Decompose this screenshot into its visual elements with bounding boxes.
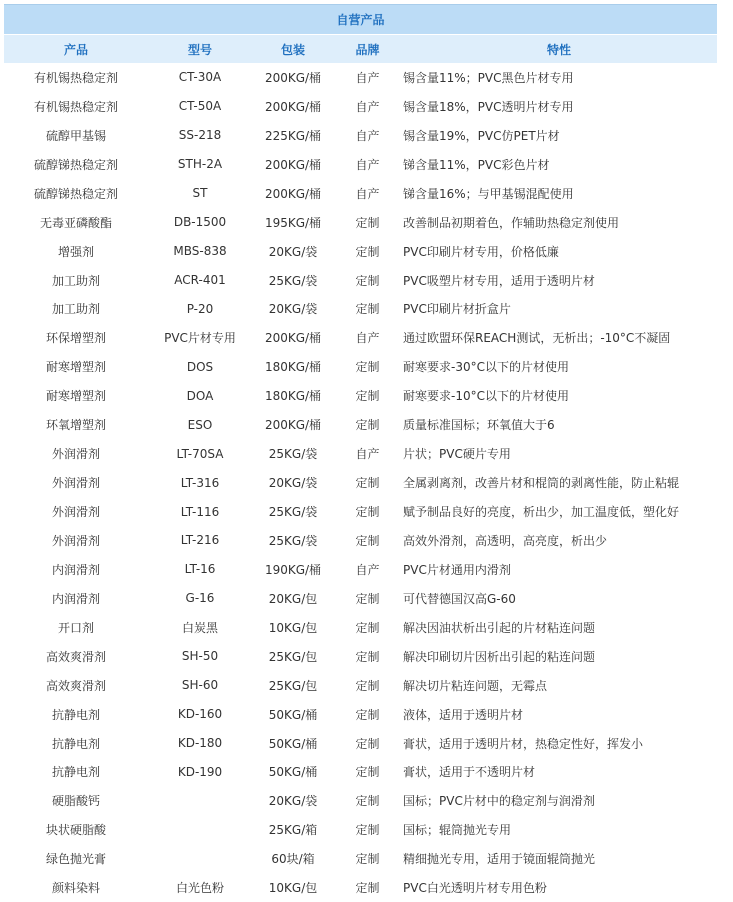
- cell-model: CT-50A: [178, 99, 222, 114]
- header-packaging: 包装: [252, 35, 334, 64]
- cell-features: 改善制品初期着色，作辅助热稳定剂使用: [403, 215, 620, 230]
- cell-packaging: 225KG/桶: [264, 128, 322, 143]
- cell-features: 解决印刷切片因析出引起的粘连问题: [403, 649, 596, 664]
- cell-brand: 定制: [355, 476, 380, 491]
- cell-packaging: 200KG/桶: [264, 186, 322, 201]
- cell-product: 有机锡热稳定剂: [33, 70, 118, 85]
- cell-packaging: 180KG/桶: [264, 360, 322, 375]
- cell-model: SH-60: [181, 678, 219, 693]
- cell-brand: 定制: [355, 707, 380, 722]
- cell-features: 锑含量11%，PVC彩色片材: [403, 157, 550, 172]
- cell-brand: 定制: [355, 389, 380, 404]
- cell-features: 国标；辊筒抛光专用: [403, 823, 512, 838]
- cell-product: 环保增塑剂: [45, 331, 106, 346]
- cell-brand: 自产: [355, 447, 380, 462]
- cell-brand: 定制: [355, 765, 380, 780]
- cell-packaging: 25KG/包: [268, 649, 318, 664]
- cell-packaging: 20KG/包: [268, 591, 318, 606]
- cell-model: MBS-838: [173, 244, 227, 259]
- cell-brand: 自产: [355, 128, 380, 143]
- cell-features: 赋予制品良好的亮度，析出少，加工温度低，塑化好: [403, 505, 680, 520]
- table-row: [4, 208, 717, 237]
- cell-product: 高效爽滑剂: [45, 678, 106, 693]
- cell-features: PVC吸塑片材专用，适用于透明片材: [403, 273, 595, 288]
- cell-features: 解决因油状析出引起的片材粘连问题: [403, 620, 596, 635]
- cell-product: 无毒亚磷酸酯: [39, 215, 112, 230]
- cell-packaging: 50KG/桶: [268, 736, 318, 751]
- table-row: [4, 121, 717, 150]
- cell-product: 颜料染料: [51, 881, 100, 896]
- cell-brand: 定制: [355, 852, 380, 867]
- cell-model: LT-16: [184, 562, 216, 577]
- cell-brand: 自产: [355, 99, 380, 114]
- cell-features: 片状；PVC硬片专用: [403, 447, 511, 462]
- cell-features: 全属剥离剂，改善片材和棍筒的剥离性能，防止粘辊: [403, 476, 680, 491]
- cell-product: 内润滑剂: [51, 562, 100, 577]
- cell-model: P-20: [186, 301, 214, 316]
- table-row: [4, 729, 717, 758]
- cell-features: 耐寒要求-30°C以下的片材使用: [403, 360, 569, 375]
- cell-model: LT-116: [180, 504, 220, 519]
- table-row: [4, 497, 717, 526]
- table-row: [4, 758, 717, 787]
- cell-brand: 定制: [355, 302, 380, 317]
- cell-model: ST: [192, 186, 208, 201]
- cell-model: KD-190: [177, 764, 223, 779]
- table-row: [4, 613, 717, 642]
- cell-features: PVC白光透明片材专用色粉: [403, 881, 547, 896]
- cell-model: ACR-401: [174, 273, 226, 288]
- cell-model: KD-180: [177, 736, 223, 751]
- table-row: [4, 555, 717, 584]
- cell-features: 锡含量11%；PVC黑色片材专用: [403, 70, 574, 85]
- product-table-container: [4, 4, 717, 902]
- cell-packaging: 60块/箱: [271, 852, 315, 867]
- table-row: [4, 786, 717, 815]
- cell-model: LT-70SA: [176, 446, 224, 461]
- cell-model: SH-50: [181, 649, 219, 664]
- header-product: 产品: [4, 35, 148, 64]
- cell-brand: 定制: [355, 273, 380, 288]
- cell-features: 锑含量16%；与甲基锡混配使用: [403, 186, 574, 201]
- cell-brand: 定制: [355, 505, 380, 520]
- cell-features: 质量标准国标；环氧值大于6: [403, 418, 555, 433]
- cell-product: 硫醇锑热稳定剂: [33, 157, 118, 172]
- cell-packaging: 10KG/包: [268, 881, 318, 896]
- cell-product: 开口剂: [57, 620, 94, 635]
- cell-packaging: 25KG/袋: [268, 273, 318, 288]
- table-row: [4, 700, 717, 729]
- cell-brand: 定制: [355, 418, 380, 433]
- table-row: [4, 439, 717, 468]
- cell-model: LT-216: [180, 533, 220, 548]
- cell-model: 白炭黑: [181, 620, 218, 635]
- table-row: [4, 381, 717, 410]
- cell-model: KD-160: [177, 707, 223, 722]
- table-row: [4, 237, 717, 266]
- cell-brand: 自产: [355, 186, 380, 201]
- cell-brand: 自产: [355, 331, 380, 346]
- cell-product: 外润滑剂: [51, 447, 100, 462]
- table-row: [4, 323, 717, 352]
- cell-packaging: 25KG/袋: [268, 533, 318, 548]
- cell-brand: 定制: [355, 533, 380, 548]
- table-row: [4, 873, 717, 902]
- cell-features: 解决切片粘连问题，无霉点: [403, 678, 548, 693]
- cell-model: DOS: [186, 359, 214, 374]
- table-row: [4, 526, 717, 555]
- table-row: [4, 468, 717, 497]
- cell-packaging: 190KG/桶: [264, 562, 322, 577]
- cell-model: [148, 815, 252, 844]
- product-table: [4, 4, 717, 902]
- header-model: 型号: [148, 35, 252, 64]
- cell-product: 内润滑剂: [51, 591, 100, 606]
- cell-product: 块状硬脂酸: [45, 823, 106, 838]
- cell-product: 硫醇甲基锡: [45, 128, 106, 143]
- cell-product: 有机锡热稳定剂: [33, 99, 118, 114]
- cell-product: 外润滑剂: [51, 476, 100, 491]
- cell-model: [148, 786, 252, 815]
- cell-model: CT-30A: [178, 70, 222, 85]
- cell-packaging: 180KG/桶: [264, 389, 322, 404]
- cell-model: G-16: [185, 591, 215, 606]
- cell-features: 锡含量18%，PVC透明片材专用: [403, 99, 574, 114]
- cell-features: 国标；PVC片材中的稳定剂与润滑剂: [403, 794, 595, 809]
- cell-brand: 定制: [355, 620, 380, 635]
- cell-product: 抗静电剂: [51, 736, 100, 751]
- cell-brand: 自产: [355, 157, 380, 172]
- cell-features: 通过欧盟环保REACH测试，无析出；-10°C不凝固: [403, 331, 671, 346]
- cell-features: PVC印刷片材折盒片: [403, 302, 511, 317]
- cell-packaging: 200KG/桶: [264, 418, 322, 433]
- cell-packaging: 20KG/袋: [268, 302, 318, 317]
- table-row: [4, 844, 717, 873]
- cell-features: 可代替德国汉高G-60: [403, 591, 516, 606]
- cell-model: DB-1500: [173, 215, 227, 230]
- cell-packaging: 10KG/包: [268, 620, 318, 635]
- cell-packaging: 25KG/包: [268, 678, 318, 693]
- cell-brand: 定制: [355, 215, 380, 230]
- cell-product: 硬脂酸钙: [51, 794, 100, 809]
- cell-packaging: 50KG/桶: [268, 765, 318, 780]
- table-row: [4, 671, 717, 700]
- table-row: [4, 266, 717, 295]
- cell-features: 高效外滑剂，高透明，高亮度，析出少: [403, 533, 608, 548]
- cell-product: 抗静电剂: [51, 707, 100, 722]
- cell-model: 白光色粉: [175, 881, 224, 896]
- cell-model: STH-2A: [177, 157, 223, 172]
- cell-features: PVC印刷片材专用，价格低廉: [403, 244, 559, 259]
- cell-model: [148, 844, 252, 873]
- cell-product: 耐寒增塑剂: [45, 389, 106, 404]
- cell-model: SS-218: [178, 128, 222, 143]
- header-brand: 品牌: [334, 35, 401, 64]
- cell-packaging: 195KG/桶: [264, 215, 322, 230]
- table-row: [4, 642, 717, 671]
- cell-model: DOA: [186, 388, 214, 403]
- cell-product: 高效爽滑剂: [45, 649, 106, 664]
- cell-brand: 定制: [355, 678, 380, 693]
- cell-brand: 定制: [355, 360, 380, 375]
- cell-product: 外润滑剂: [51, 533, 100, 548]
- cell-features: PVC片材通用内滑剂: [403, 562, 511, 577]
- table-title-row: [4, 5, 717, 35]
- cell-product: 外润滑剂: [51, 505, 100, 520]
- cell-packaging: 50KG/桶: [268, 707, 318, 722]
- table-row: [4, 150, 717, 179]
- cell-brand: 定制: [355, 736, 380, 751]
- cell-features: 膏状，适用于不透明片材: [403, 765, 536, 780]
- cell-features: 膏状，适用于透明片材，热稳定性好，挥发小: [403, 736, 644, 751]
- cell-features: 耐寒要求-10°C以下的片材使用: [403, 389, 569, 404]
- cell-brand: 定制: [355, 794, 380, 809]
- table-row: [4, 179, 717, 208]
- table-row: [4, 295, 717, 324]
- cell-model: ESO: [187, 417, 213, 432]
- cell-features: 精细抛光专用，适用于镜面辊筒抛光: [403, 852, 596, 867]
- cell-brand: 定制: [355, 881, 380, 896]
- table-header-row: [4, 35, 717, 64]
- cell-model: LT-316: [180, 475, 220, 490]
- table-row: [4, 352, 717, 381]
- cell-brand: 自产: [355, 70, 380, 85]
- cell-packaging: 20KG/袋: [268, 476, 318, 491]
- cell-packaging: 25KG/袋: [268, 447, 318, 462]
- cell-brand: 定制: [355, 244, 380, 259]
- cell-packaging: 200KG/桶: [264, 70, 322, 85]
- table-title: 自营产品: [4, 5, 717, 35]
- cell-packaging: 200KG/桶: [264, 157, 322, 172]
- cell-packaging: 25KG/袋: [268, 505, 318, 520]
- table-row: [4, 63, 717, 92]
- cell-product: 耐寒增塑剂: [45, 360, 106, 375]
- cell-brand: 定制: [355, 649, 380, 664]
- table-row: [4, 410, 717, 439]
- cell-packaging: 25KG/箱: [268, 823, 318, 838]
- cell-packaging: 20KG/袋: [268, 794, 318, 809]
- table-row: [4, 815, 717, 844]
- table-row: [4, 584, 717, 613]
- cell-packaging: 20KG/袋: [268, 244, 318, 259]
- cell-product: 环氧增塑剂: [45, 418, 106, 433]
- cell-brand: 自产: [355, 562, 380, 577]
- cell-product: 硫醇锑热稳定剂: [33, 186, 118, 201]
- cell-product: 绿色抛光膏: [45, 852, 106, 867]
- cell-product: 增强剂: [57, 244, 94, 259]
- cell-brand: 定制: [355, 823, 380, 838]
- cell-product: 加工助剂: [51, 302, 100, 317]
- cell-model: PVC片材专用: [164, 331, 236, 346]
- cell-packaging: 200KG/桶: [264, 99, 322, 114]
- cell-product: 加工助剂: [51, 273, 100, 288]
- cell-features: 锡含量19%，PVC仿PET片材: [403, 128, 560, 143]
- cell-product: 抗静电剂: [51, 765, 100, 780]
- cell-features: 液体，适用于透明片材: [403, 707, 524, 722]
- table-row: [4, 92, 717, 121]
- cell-brand: 定制: [355, 591, 380, 606]
- header-features: 特性: [401, 35, 717, 64]
- cell-packaging: 200KG/桶: [264, 331, 322, 346]
